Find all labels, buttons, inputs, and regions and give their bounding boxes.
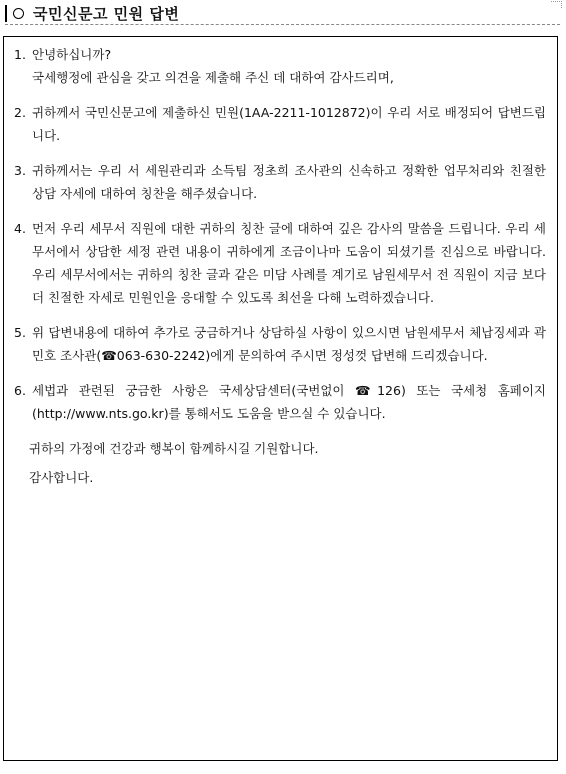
closing-thanks: 감사합니다. — [29, 470, 94, 485]
list-item — [14, 101, 546, 147]
list-item — [14, 379, 546, 425]
item-text: 세법과 관련된 궁금한 사항은 국세상담센터(국번없이 ☎126) 또는 국세청 홈페이지(http://www.nts.go.kr)를 통해서도 도움을 받으실 수 있습니다. — [32, 383, 546, 421]
item-number: 2. — [14, 105, 26, 120]
item-text: 먼저 우리 세무서 직원에 대한 귀하의 칭찬 글에 대하여 깊은 감사의 말씀을 드립니다. 우리 세무서에서 상담한 세정 관련 내용이 귀하에게 조금이나마 도움이 되셨기를 진심으로 바랍니다. 우리 세무서에서는 귀하의 칭찬 글과 같은 미담 사례를 계기로 남원세무서 전 직원이 지금 보다 더 친절한 자세로 민원인을 응대할 수 있도록 최선을 다해 노력하겠습니다. — [32, 221, 546, 305]
item-line: 국세행정에 관심을 갖고 의견을 제출해 주신 데 대하여 감사드리며, — [32, 70, 394, 85]
item-number: 3. — [14, 163, 26, 178]
list-item — [14, 159, 546, 205]
item-number: 4. — [14, 221, 26, 236]
item-text: 귀하께서는 우리 서 세원관리과 소득팀 정초희 조사관의 신속하고 정확한 업무처리와 친절한 상담 자세에 대하여 칭찬을 해주셨습니다. — [32, 163, 546, 201]
page-title: 국민신문고 민원 답변 — [33, 4, 180, 23]
list-item — [14, 321, 546, 367]
header-divider — [5, 24, 560, 25]
item-number: 6. — [14, 383, 26, 398]
header-bar — [5, 5, 7, 22]
item-text: 귀하께서 국민신문고에 제출하신 민원(1AA-2211-1012872)이 우리 서로 배정되어 답변드립니다. — [32, 105, 546, 143]
closing-greeting: 귀하의 가정에 건강과 행복이 함께하시길 기원합니다. — [29, 441, 319, 456]
document-header — [5, 2, 179, 24]
answer-content — [14, 43, 546, 495]
list-item — [14, 217, 546, 309]
item-line: 안녕하십니까? — [32, 47, 112, 62]
item-text: 위 답변내용에 대하여 추가로 궁금하거나 상담하실 사항이 있으시면 남원세무서 체납징세과 곽민호 조사관(☎063-630-2242)에게 문의하여 주시면 정성껏 답변해 드리겠습니다. — [32, 325, 546, 363]
item-text — [32, 43, 546, 89]
circle-icon — [13, 8, 24, 19]
item-number: 5. — [14, 325, 26, 340]
corner-mark — [551, 1, 562, 8]
item-number: 1. — [14, 47, 26, 62]
list-item — [14, 43, 546, 89]
